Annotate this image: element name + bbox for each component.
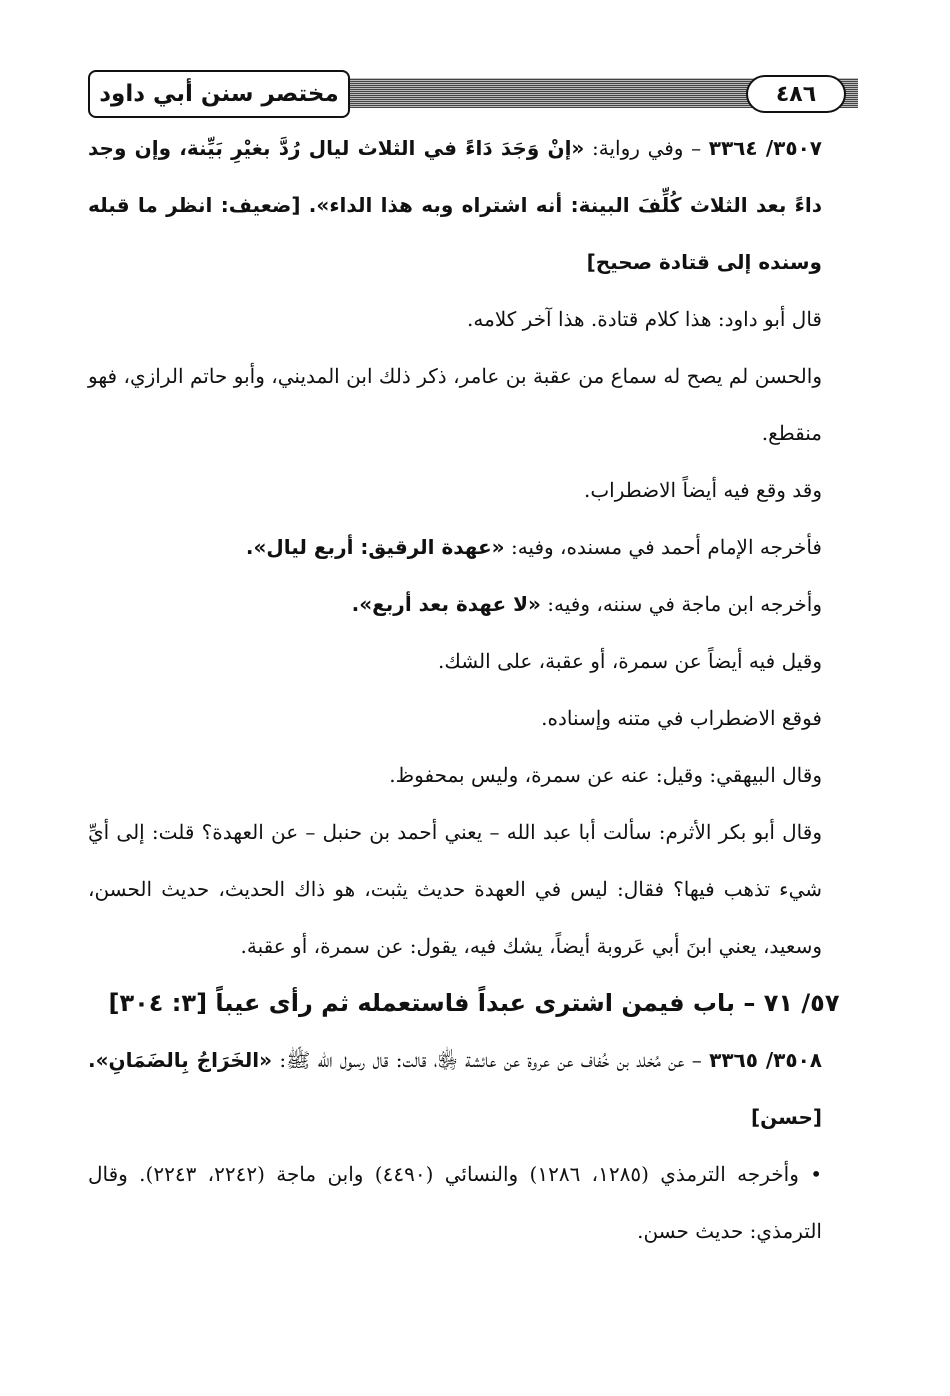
note-ahmad-intro: فأخرجه الإمام أحمد في مسنده، وفيه: <box>504 535 822 559</box>
note-idtirab: وقد وقع فيه أيضاً الاضطراب. <box>583 478 822 502</box>
note-ibn-majah-intro: وأخرجه ابن ماجة في سننه، وفيه: <box>540 592 822 616</box>
note-bayhaqi: وقال البيهقي: وقيل: عنه عن سمرة، وليس بمحفوظ. <box>389 763 822 787</box>
note-abu-dawud: قال أبو داود: هذا كلام قتادة. هذا آخر كلامه. <box>467 307 822 331</box>
hadith-3508 <box>88 1032 860 1146</box>
hadith-intro: – عن مُخلد بن خُفاف عن عروة عن عائشة ﵂، قالت: قال رسول الله ﷺ: <box>272 1048 710 1072</box>
page-header <box>88 70 858 118</box>
hadith-text: «إنْ وَجَدَ دَاءً في الثلاث ليال رُدَّ بغيْرِ بَيِّنة، وإن وجد داءً بعد الثلاث كُلِّفَ البينة: أنه اشتراه وبه هذا الداء». <box>88 136 823 217</box>
note-matn-isnad: فوقع الاضطراب في متنه وإسناده. <box>541 706 822 730</box>
hadith-grade: [ضعيف: انظر ما قبله وسنده إلى قتادة صحيح] <box>88 193 822 274</box>
page-number: ٤٨٦ <box>746 75 846 113</box>
hadith-number: ٣٥٠٧/ ٣٣٦٤ <box>708 136 822 160</box>
note-ahmad-quote: «عهدة الرقيق: أربع ليال». <box>245 535 505 559</box>
note-ibn-majah-quote: «لا عهدة بعد أربع». <box>351 592 541 616</box>
hadith-text: «الخَرَاجُ بِالضَمَانِ». <box>88 1048 273 1072</box>
note-ahmad <box>88 519 860 576</box>
page-body <box>88 120 860 1260</box>
hadith-grade: [حسن] <box>750 1105 822 1129</box>
hadith-intro: – وفي رواية: <box>584 136 709 160</box>
note-ibn-majah <box>88 576 860 633</box>
note-hasan-inqita: والحسن لم يصح له سماع من عقبة بن عامر، ذكر ذلك ابن المديني، وأبو حاتم الرازي، فهو منقطع. <box>88 364 822 445</box>
hadith-3507 <box>88 120 860 291</box>
note-athram: وقال أبو بكر الأثرم: سألت أبا عبد الله – يعني أحمد بن حنبل – عن العهدة؟ قلت: إلى أيِّ شيء تذهب فيها؟ فقال: ليس في العهدة حديث يثبت، هو ذاك الحديث، حديث الحسن، وسعيد، يعني ابنَ أبي عَروبة أيضاً، يشك فيه، يقول: عن سمرة، أو عقبة. <box>88 820 822 958</box>
book-title: مختصر سنن أبي داود <box>88 70 350 118</box>
note-samura: وقيل فيه أيضاً عن سمرة، أو عقبة، على الشك. <box>438 649 822 673</box>
footnote-takhrij: • وأخرجه الترمذي (١٢٨٥، ١٢٨٦) والنسائي (٤٤٩٠) وابن ماجة (٢٢٤٢، ٢٢٤٣). وقال الترمذي: حديث حسن. <box>88 1162 822 1243</box>
chapter-heading: ٥٧/ ٧١ – باب فيمن اشترى عبداً فاستعمله ثم رأى عيباً [٣: ٣٠٤] <box>108 989 840 1017</box>
hadith-number: ٣٥٠٨/ ٣٣٦٥ <box>709 1048 822 1072</box>
